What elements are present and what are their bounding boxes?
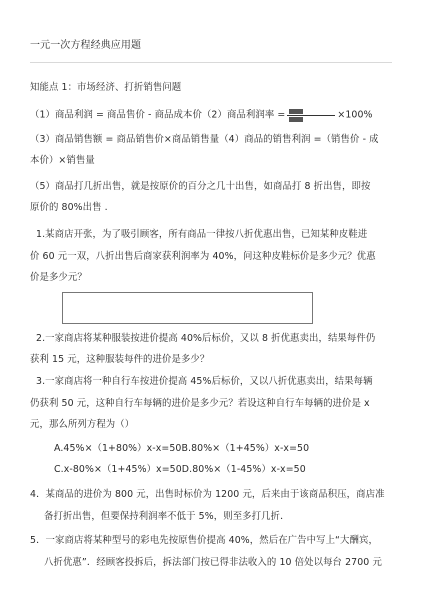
question-3-line-3: 元，那么所列方程为（）	[30, 419, 135, 430]
question-3-line-1: 3.一家商店将一种自行车按进价提高 45%后标价，又以八折优惠卖出，结果每辆	[36, 376, 373, 387]
formula-percent-text: ×100%	[337, 109, 373, 121]
question-5-line-1: 5．一家商店将某种型号的彩电先按原售价提高 40%，然后在广告中写上“大酬宾，	[30, 535, 378, 546]
question-1-line-1: 1.某商店开张，为了吸引顾客，所有商品一律按八折优惠出售，已知某种皮鞋进	[36, 229, 368, 240]
question-3-options-cd: C.x-80%×（1+45%）x=50D.80%×（1-45%）x-x=50	[54, 464, 306, 475]
fraction-denominator	[289, 117, 303, 122]
question-2-line-2: 获利 15 元，这种服装每件的进价是多少？	[30, 354, 210, 365]
formula-profit-line	[30, 105, 373, 125]
formula-sales-line-cont: 本价）×销售量	[30, 155, 95, 166]
question-3-line-2: 仍获利 50 元，这种自行车每辆的进价是多少元？若设这种自行车每辆的进价是 x	[30, 398, 370, 409]
fraction-numerator	[289, 109, 303, 114]
title-divider	[30, 62, 392, 63]
formula-discount-line: （5）商品打几折出售，就是按原价的百分之几十出售，如商品打 8 折出售，即按	[30, 181, 371, 192]
formula-sales-line: （3）商品销售额 = 商品销售价×商品销售量（4）商品的销售利润 =（销售价 - 成	[30, 134, 379, 145]
knowledge-point-heading: 知能点 1：市场经济、打折销售问题	[30, 82, 182, 93]
question-5-line-2: 八折优惠”．经顾客投拆后，拆法部门按已得非法收入的 10 倍处以每台 2700 元	[44, 557, 382, 568]
question-3-options-ab: A.45%×（1+80%）x-x=50B.80%×（1+45%）x-x=50	[54, 443, 310, 454]
profit-rate-fraction	[287, 105, 335, 125]
formula-profit-text: （1）商品利润 = 商品售价 - 商品成本价（2）商品利润率 =	[30, 109, 286, 121]
question-1-line-2: 价 60 元一双，八折出售后商家获利润率为 40%，问这种皮鞋标价是多少元？优惠	[30, 251, 376, 262]
question-4-line-1: 4．某商品的进价为 800 元，出售时标价为 1200 元，后来由于该商品积压，商店准	[30, 489, 385, 500]
document-title: 一元一次方程经典应用题	[30, 40, 142, 51]
formula-discount-line-cont: 原价的 80%出售 .	[30, 202, 108, 213]
question-4-line-2: 备打折出售，但要保持利润率不低于 5%，则至多打几折．	[44, 511, 290, 522]
question-1-line-3: 价是多少元？	[30, 272, 87, 283]
answer-box	[62, 292, 313, 324]
question-2-line-1: 2.一家商店将某种服装按进价提高 40%后标价，又以 8 折优惠卖出，结果每件仍	[36, 333, 376, 344]
fraction-bar	[287, 115, 335, 116]
